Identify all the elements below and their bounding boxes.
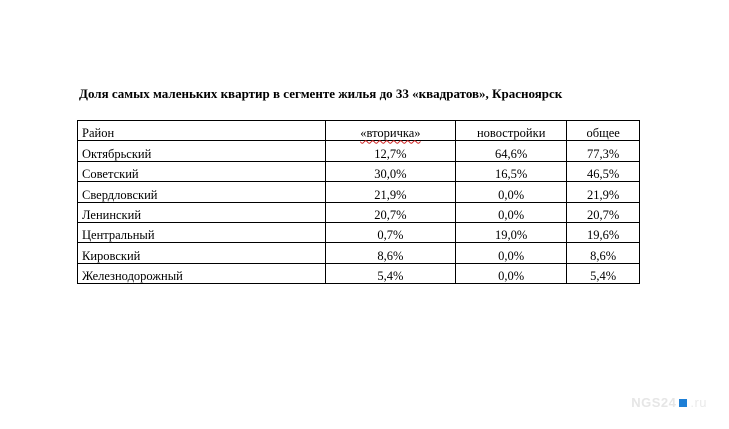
cell-new-buildings: 64,6% — [456, 141, 567, 161]
cell-total: 77,3% — [567, 141, 640, 161]
cell-secondary: 20,7% — [325, 202, 455, 222]
table-row — [78, 243, 640, 263]
cell-district: Советский — [78, 161, 326, 181]
document-title: Доля самых маленьких квартир в сегменте жилья до 33 «квадратов», Красноярск — [79, 86, 563, 101]
cell-secondary: 30,0% — [325, 161, 455, 181]
cell-secondary: 0,7% — [325, 222, 455, 242]
cell-total: 5,4% — [567, 263, 640, 283]
cell-secondary: 5,4% — [325, 263, 455, 283]
cell-total: 8,6% — [567, 243, 640, 263]
cell-new-buildings: 0,0% — [456, 243, 567, 263]
watermark-square-icon — [679, 399, 687, 407]
table-header-row — [78, 121, 640, 141]
cell-total: 20,7% — [567, 202, 640, 222]
cell-new-buildings: 0,0% — [456, 182, 567, 202]
cell-secondary: 12,7% — [325, 141, 455, 161]
cell-district: Центральный — [78, 222, 326, 242]
cell-district: Железнодорожный — [78, 263, 326, 283]
cell-total: 46,5% — [567, 161, 640, 181]
cell-district: Кировский — [78, 243, 326, 263]
cell-new-buildings: 0,0% — [456, 202, 567, 222]
cell-total: 19,6% — [567, 222, 640, 242]
cell-secondary: 21,9% — [325, 182, 455, 202]
table-row — [78, 222, 640, 242]
table-row — [78, 263, 640, 283]
header-secondary — [325, 121, 455, 141]
header-secondary-label: «вторичка» — [360, 126, 421, 141]
header-district: Район — [78, 121, 326, 141]
table-row — [78, 182, 640, 202]
table-row — [78, 161, 640, 181]
cell-new-buildings: 19,0% — [456, 222, 567, 242]
cell-new-buildings: 0,0% — [456, 263, 567, 283]
table-row — [78, 202, 640, 222]
data-table — [77, 120, 640, 284]
cell-new-buildings: 16,5% — [456, 161, 567, 181]
cell-district: Октябрьский — [78, 141, 326, 161]
cell-district: Ленинский — [78, 202, 326, 222]
table-row — [78, 141, 640, 161]
cell-secondary: 8,6% — [325, 243, 455, 263]
header-total: общее — [567, 121, 640, 141]
site-watermark — [631, 395, 707, 410]
watermark-text: NGS24 — [631, 395, 677, 410]
cell-total: 21,9% — [567, 182, 640, 202]
header-new-buildings: новостройки — [456, 121, 567, 141]
cell-district: Свердловский — [78, 182, 326, 202]
watermark-suffix: .ru — [690, 395, 707, 410]
